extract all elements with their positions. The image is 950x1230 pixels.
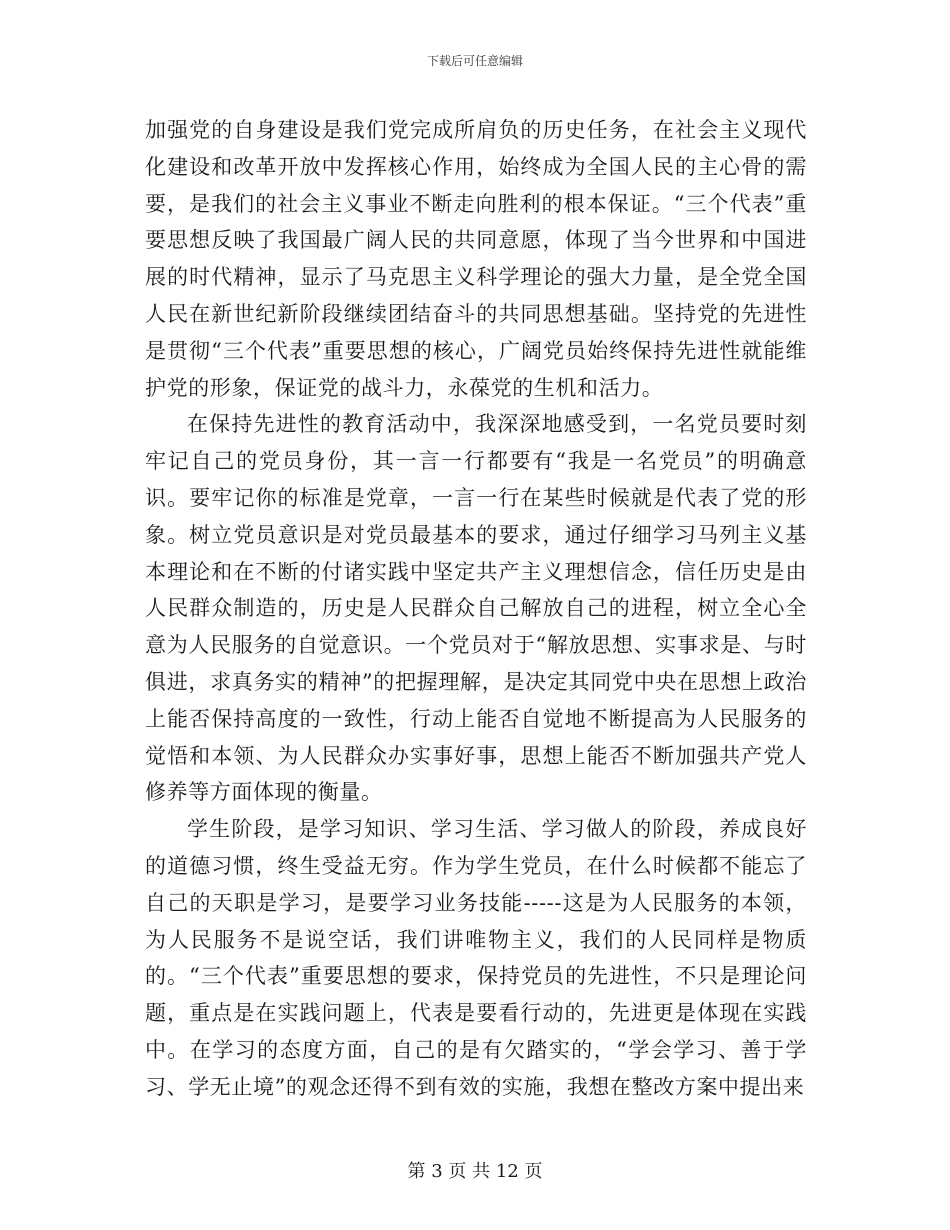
paragraph-1: 加强党的自身建设是我们党完成所肩负的历史任务，在社会主义现代化建设和改革开放中发挥核心作用，始终成为全国人民的主心骨的需要，是我们的社会主义事业不断走向胜利的根本保证。“三个代表”重要思想反映了我国最广阔人民的共同意愿，体现了当今世界和中国进展的时代精神，显示了马克思主义科学理论的强大力量，是全党全国人民在新世纪新阶段继续团结奋斗的共同思想基础。坚持党的先进性是贯彻“三个代表”重要思想的核心，广阔党员始终保持先进性就能维护党的形象，保证党的战斗力，永葆党的生机和活力。 — [145, 118, 807, 400]
page-header-note: 下载后可任意编辑 — [426, 54, 523, 68]
paragraph-3: 学生阶段，是学习知识、学习生活、学习做人的阶段，养成良好的道德习惯，终生受益无穷。作为学生党员，在什么时候都不能忘了自己的天职是学习，是要学习业务技能-----这是为人民服务的本领，为人民服务不是说空话，我们讲唯物主义，我们的人民同样是物质的。“三个代表”重要思想的要求，保持党员的先进性，不只是理论问题，重点是在实践问题上，代表是要看行动的，先进更是体现在实践中。在学习的态度方面，自己的是有欠踏实的，“学会学习、善于学习、学无止境”的观念还得不到有效的实施，我想在整改方案中提出来 — [145, 817, 807, 1099]
document-body — [145, 112, 807, 1106]
paragraph-2: 在保持先进性的教育活动中，我深深地感受到，一名党员要时刻牢记自己的党员身份，其一言一行都要有“我是一名党员”的明确意识。要牢记你的标准是党章，一言一行在某些时候就是代表了党的形象。树立党员意识是对党员最基本的要求，通过仔细学习马列主义基本理论和在不断的付诸实践中坚定共产主义理想信念，信任历史是由人民群众制造的，历史是人民群众自己解放自己的进程，树立全心全意为人民服务的自觉意识。一个党员对于“解放思想、实事求是、与时俱进，求真务实的精神”的把握理解，是决定其同党中央在思想上政治上能否保持高度的一致性，行动上能否自觉地不断提高为人民服务的觉悟和本领、为人民群众办实事好事，思想上能否不断加强共产党人修养等方面体现的衡量。 — [145, 412, 807, 805]
page-number: 第 3 页 共 12 页 — [407, 1161, 543, 1182]
